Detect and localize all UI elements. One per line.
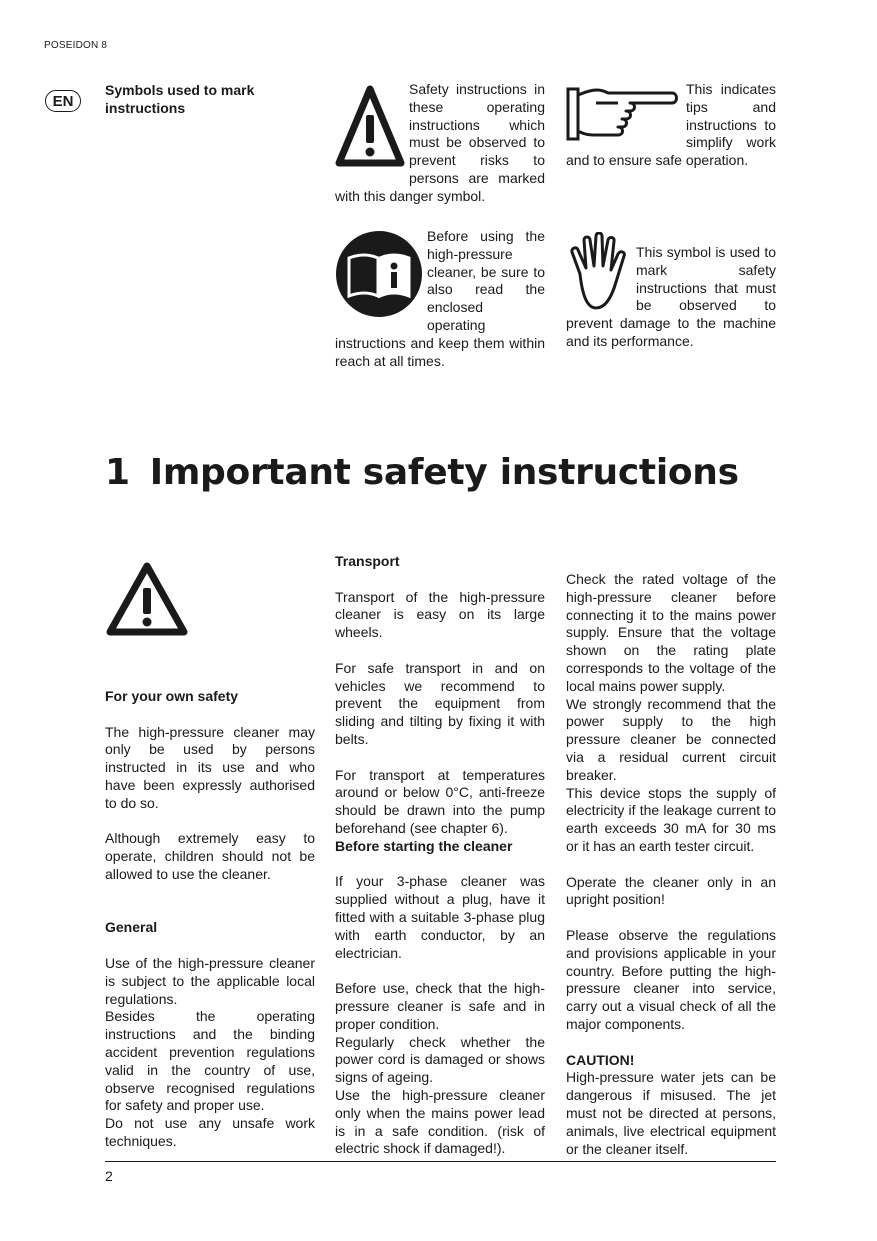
pointing-hand-icon [566,81,680,147]
column-2 [335,553,545,1158]
voltage-paragraph: Check the rated voltage of the high-pressure cleaner before connecting it to the mains power supply. Ensure that the voltage shown on the rating plate corresponds to the voltage of the local mains power supply. [566,571,776,694]
read-manual-icon [335,230,423,318]
warning-triangle-icon [335,81,405,173]
before-starting-paragraph-3: Regularly check whether the power cord is damaged or shows signs of ageing. [335,1033,545,1086]
before-starting-paragraph-4: Use the high-pressure cleaner only when the mains power lead is in a safe condition. (risk of electric shock if damaged!). [335,1086,545,1157]
symbol-hand-block [566,244,776,351]
column-3 [566,571,776,1158]
column-1 [105,688,315,1151]
safety-warning-icon [105,560,189,638]
upright-paragraph: Operate the cleaner only in an upright position! [566,873,776,908]
before-starting-paragraph-1: If your 3-phase cleaner was supplied without a plug, have it fitted with a suitable 3-phase plug with earth conductor, by an electrician. [335,873,545,961]
leakage-paragraph: This device stops the supply of electricity if the leakage current to earth exceeds 30 mA for 30 ms or it has an earth tester circuit. [566,784,776,854]
chapter-title [105,452,739,493]
page-number: 2 [105,1168,113,1184]
regulations-paragraph: Please observe the regulations and provisions applicable in your country. Before putting the high-pressure cleaner into service, carry out a visual check of all the major components. [566,926,776,1032]
chapter-number: 1 [105,452,130,493]
transport-paragraph-1: Transport of the high-pressure cleaner is easy on its large wheels. [335,588,545,641]
chapter-title-text: Important safety instructions [149,452,739,493]
general-heading: General [105,919,158,936]
stop-hand-icon [566,232,632,312]
language-badge: EN [45,90,81,112]
own-safety-heading: For your own safety [105,688,239,704]
general-paragraph-2: Besides the operating instructions and the binding accident prevention regulations valid in the country of use, observe recognised regulations for safety and proper use. [105,1008,315,1114]
general-paragraph-1: Use of the high-pressure cleaner is subject to the applicable local regulations. [105,954,315,1007]
document-header: POSEIDON 8 [44,40,108,51]
transport-paragraph-2: For safe transport in and on vehicles we recommend to prevent the equipment from sliding and tilting by fixing it with belts. [335,659,545,747]
own-safety-paragraph-2: Although extremely easy to operate, children should not be allowed to use the cleaner. [105,830,315,882]
symbols-heading: Symbols used to mark instructions [105,82,255,116]
general-paragraph-3: Do not use any unsafe work techniques. [105,1115,315,1149]
transport-heading: Transport [335,553,400,569]
symbol-manual-text: Before using the high-pressure cleaner, be sure to also read the enclosed operating instructions and keep them within reach at all times. [335,228,545,369]
symbol-hand-text: This symbol is used to mark safety instructions that must be observed to prevent damage to the machine and its performance. [566,244,776,349]
transport-paragraph-3: For transport at temperatures around or below 0°C, anti-freeze should be drawn into the pump beforehand (see chapter 6). [335,766,545,836]
caution-text: High-pressure water jets can be dangerous if misused. The jet must not be directed at persons, animals, live electrical equipment or the cleaner itself. [566,1069,776,1157]
caution-heading: CAUTION! [566,1051,635,1068]
symbol-tip-block [566,81,776,170]
before-starting-heading: Before starting the cleaner [335,837,513,854]
symbol-manual-block [335,228,545,370]
rcd-paragraph: We strongly recommend that the power supply to the high pressure cleaner be connected via a residual current circuit breaker. [566,695,776,783]
own-safety-paragraph-1: The high-pressure cleaner may only be used by persons instructed in its use and who have been expressly authorised to do so. [105,723,315,811]
symbol-tip-text: This indicates tips and instructions to simplify work and to ensure safe operation. [566,81,776,169]
footer-rule [105,1161,776,1162]
symbol-danger-text: Safety instructions in these operating instructions which must be observed to prevent risks to persons are marked with this danger symbol. [335,81,545,204]
symbol-danger-block [335,81,545,206]
before-starting-paragraph-2: Before use, check that the high-pressure cleaner is safe and in proper condition. [335,980,545,1032]
